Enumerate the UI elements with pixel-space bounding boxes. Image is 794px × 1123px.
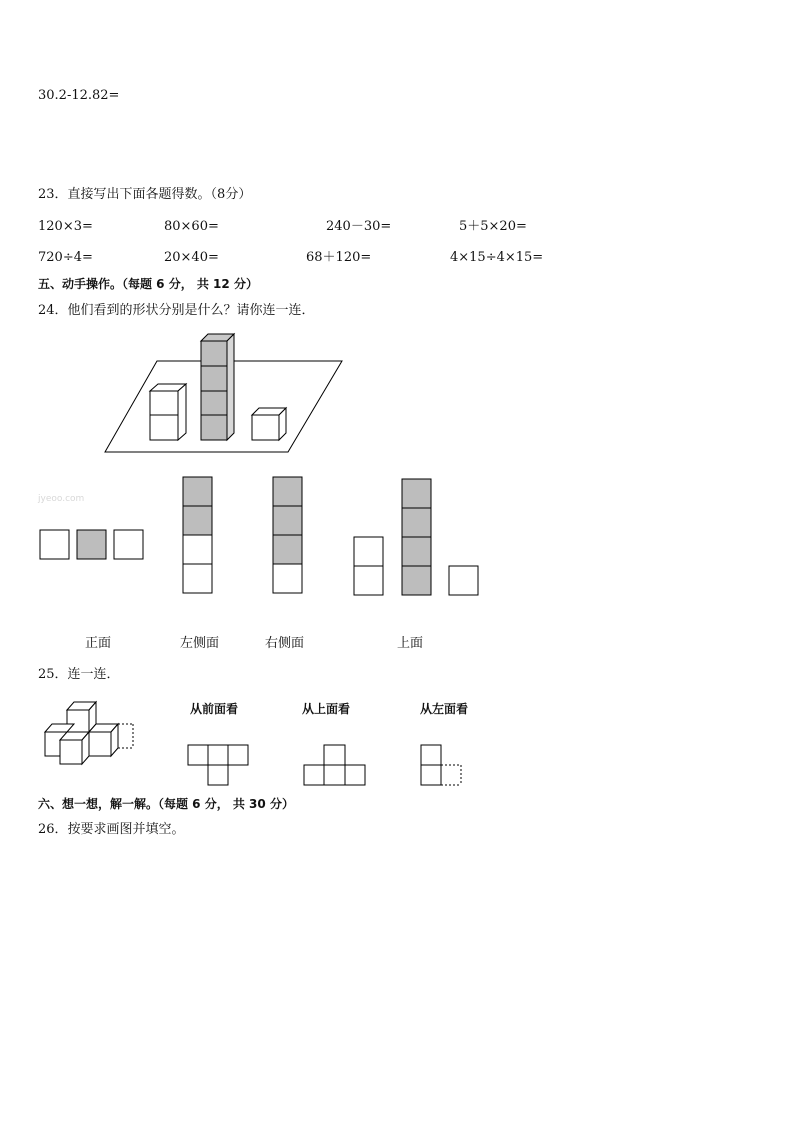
q23-r2-c3: 68＋120=	[306, 250, 372, 265]
q23-r2-c4: 4×15÷4×15=	[450, 250, 544, 265]
label-front: 正面	[85, 636, 112, 651]
q25-3d-object	[45, 702, 118, 764]
view-row-three	[40, 530, 143, 559]
q23-r1-c1: 120×3=	[38, 219, 93, 234]
q23-r1-c4: 5＋5×20=	[459, 219, 527, 234]
label-top: 上面	[397, 636, 424, 651]
view-three-columns	[354, 479, 478, 595]
view-column-3gray	[273, 477, 302, 593]
q26-title: 26．按要求画图并填空。	[38, 822, 185, 837]
q25-3d-dashed	[118, 724, 133, 748]
label-left-side: 左侧面	[180, 636, 220, 651]
white-stack-2	[150, 384, 186, 440]
q25-view-t-shape	[188, 745, 248, 785]
q23-r2-c1: 720÷4=	[38, 250, 93, 265]
q23-r1-c2: 80×60=	[164, 219, 219, 234]
q24-title: 24．他们看到的形状分别是什么？请你连一连．	[38, 303, 315, 318]
platform-plane	[105, 361, 342, 452]
q25-view-l-dashed	[441, 765, 461, 785]
view-column-2gray	[183, 477, 212, 593]
gray-stack-4	[201, 334, 234, 440]
q23-title: 23．直接写出下面各题得数。（8分）	[38, 187, 252, 202]
q25-header-front: 从前面看	[190, 702, 239, 716]
label-right-side: 右侧面	[265, 636, 305, 651]
q23-r1-c3: 240－30=	[326, 219, 392, 234]
section-5-heading: 五、动手操作。（每题 6 分， 共 12 分）	[38, 277, 258, 291]
q25-header-top: 从上面看	[302, 702, 351, 716]
white-cube-1	[252, 408, 286, 440]
top-expression: 30.2-12.82=	[38, 88, 120, 103]
watermark: jyeoo.com	[38, 494, 85, 504]
q25-header-left: 从左面看	[420, 702, 469, 716]
q23-r2-c2: 20×40=	[164, 250, 219, 265]
q25-title: 25．连一连．	[38, 667, 120, 682]
q25-view-l-shape	[421, 745, 441, 785]
q25-view-inverted-t	[304, 745, 365, 785]
section-6-heading: 六、想一想，解一解。（每题 6 分， 共 30 分）	[38, 797, 294, 811]
